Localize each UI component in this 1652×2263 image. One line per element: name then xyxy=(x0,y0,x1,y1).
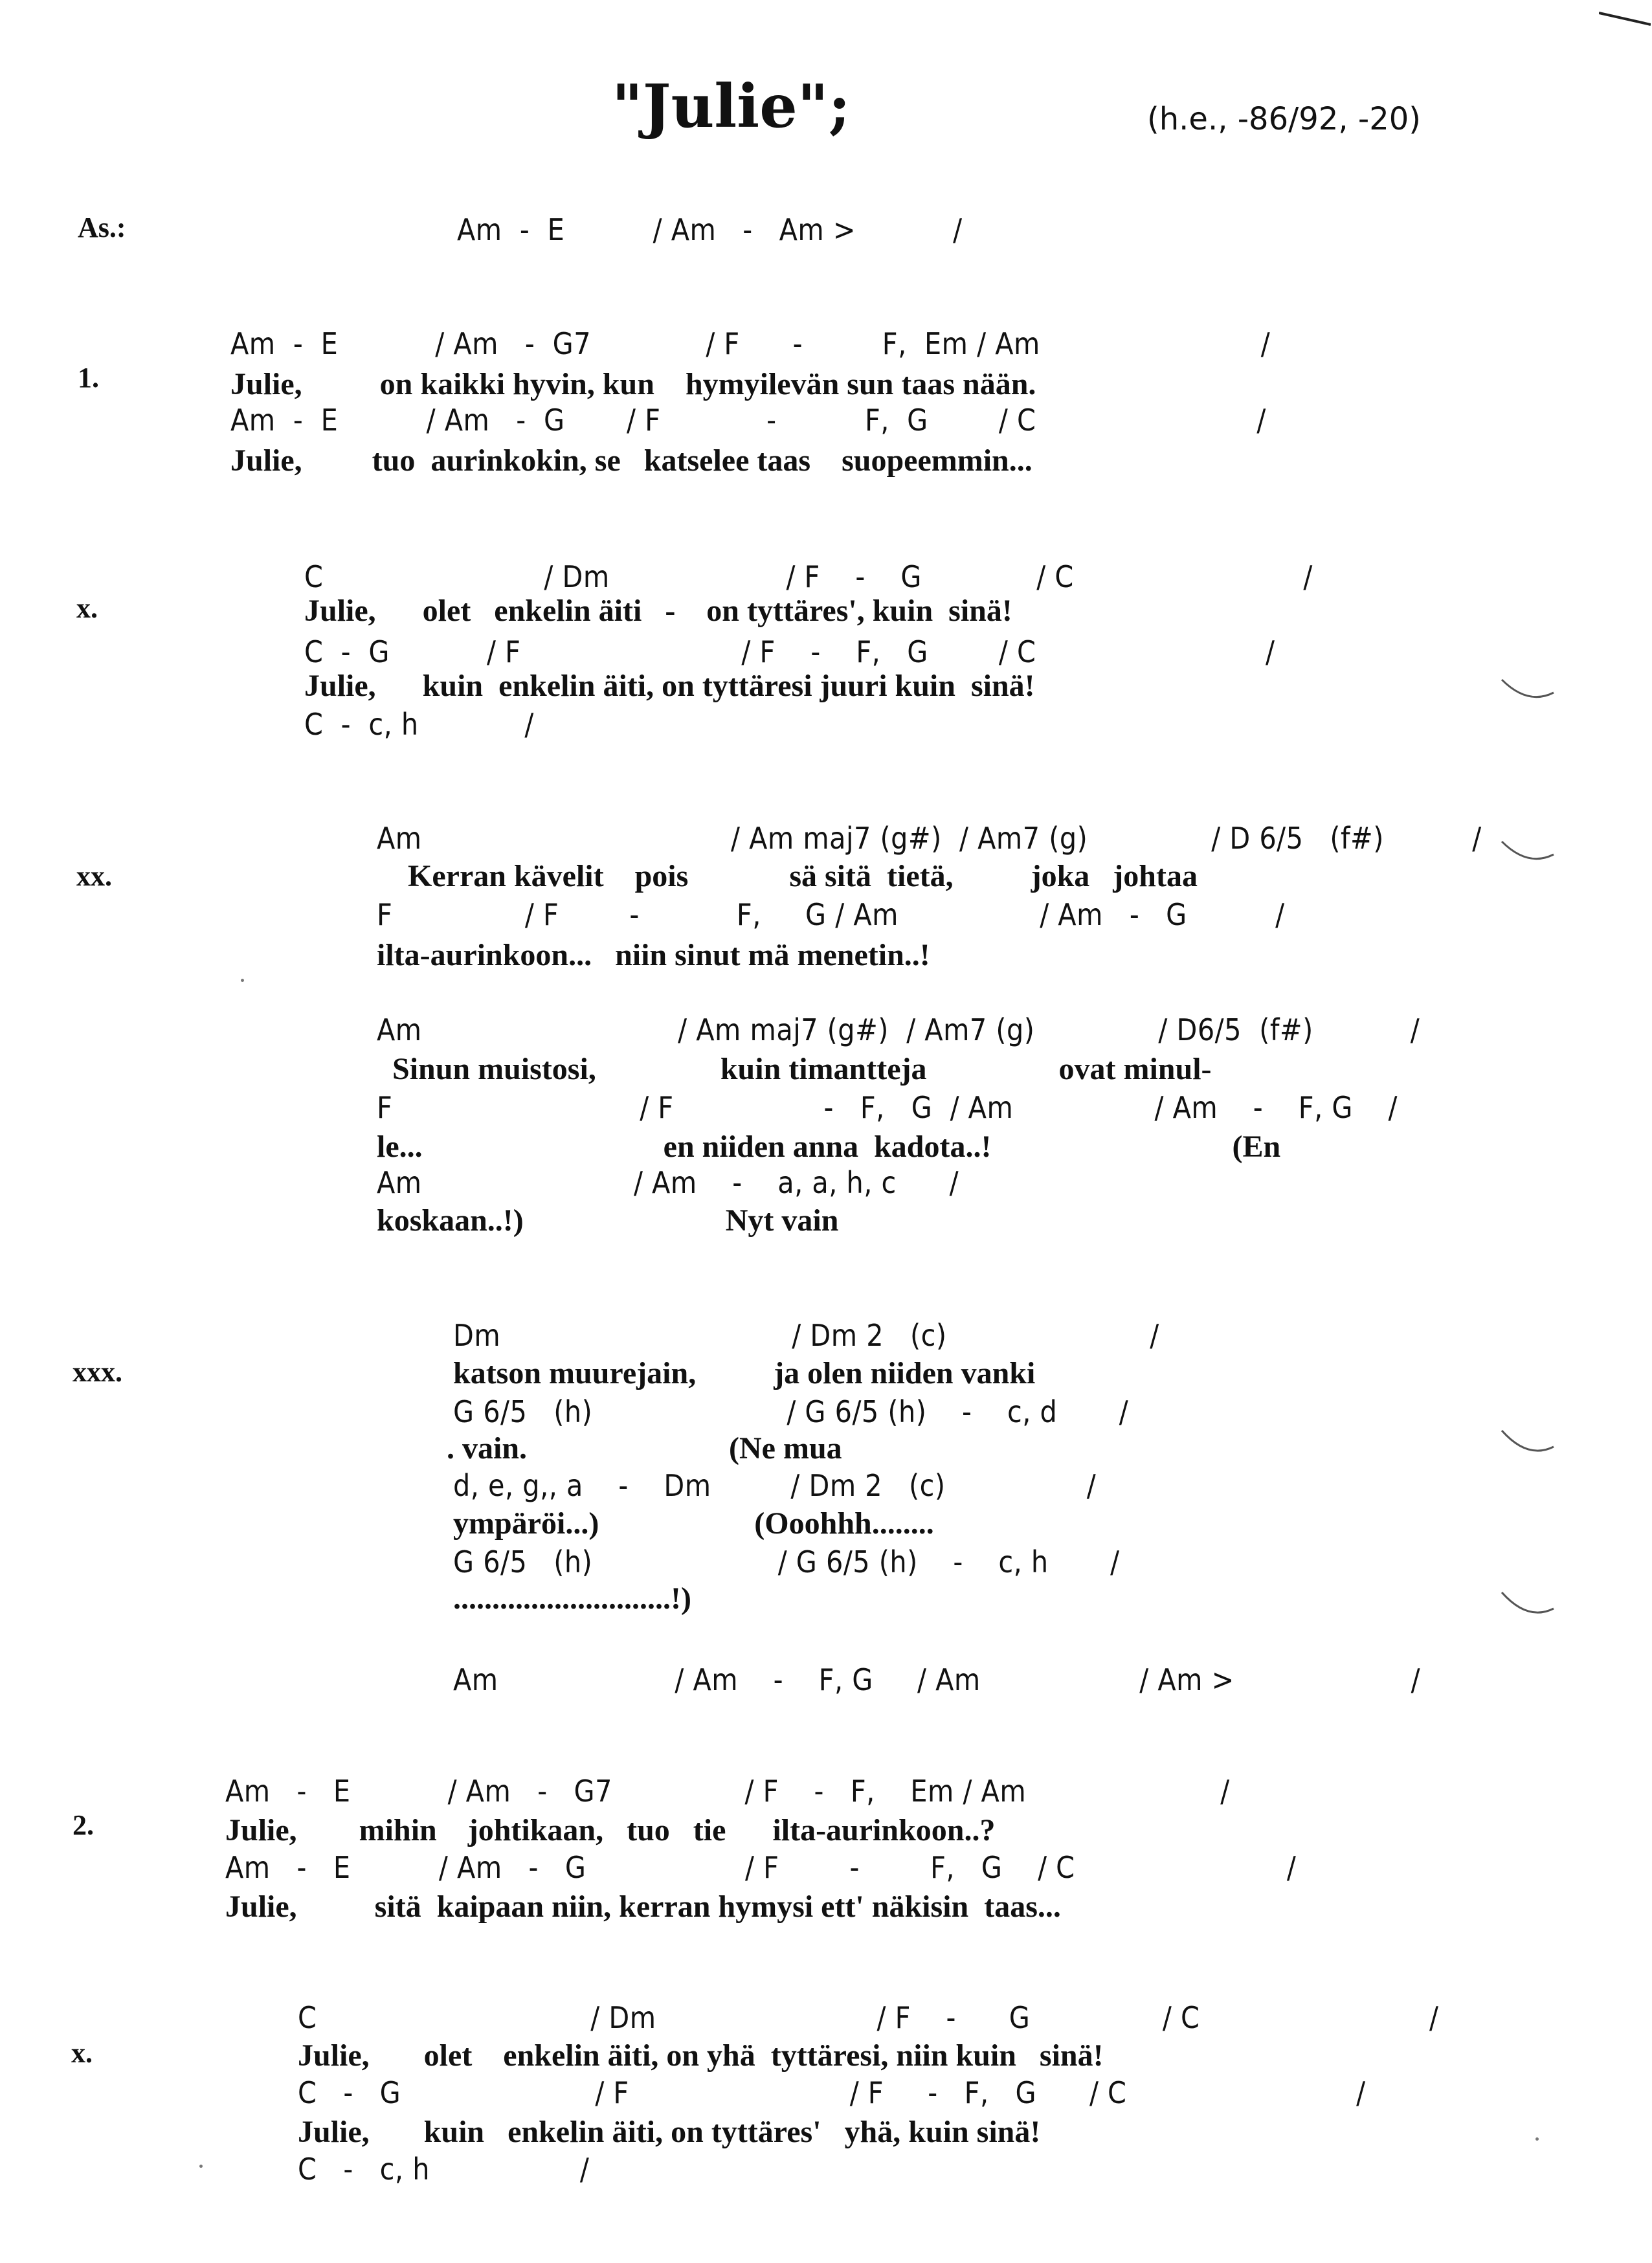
chord-line: Dm / Dm 2 (c) / xyxy=(453,1318,1159,1353)
chord-line: C - G / F / F - F, G / C / xyxy=(304,634,1275,669)
chord-line: Am - E / Am - G7 / F - F, Em / Am / xyxy=(225,1774,1230,1809)
chord-line: G 6/5 (h) / G 6/5 (h) - c, h / xyxy=(453,1544,1120,1579)
section-label-intro: As.: xyxy=(78,212,126,243)
section-label-chorus-2: x. xyxy=(71,2037,93,2069)
section-label-bridge-1: xx. xyxy=(76,860,112,892)
lyric-line: Julie, kuin enkelin äiti, on tyttäres' yhä, kuin sinä! xyxy=(298,2115,1041,2149)
chord-line: Am - E / Am - G / F - F, G / C / xyxy=(225,1850,1297,1885)
chord-line: d, e, g,, a - Dm / Dm 2 (c) / xyxy=(453,1468,1097,1503)
lyric-line: Kerran kävelit pois sä sitä tietä, joka johtaa xyxy=(377,859,1198,893)
lyric-line: . vain. (Ne mua xyxy=(447,1431,842,1466)
chord-line: Am - E / Am - G / F - F, G / C / xyxy=(230,403,1266,438)
lyric-line: le... en niiden anna kadota..! (En xyxy=(377,1130,1281,1164)
chord-line: C - G / F / F - F, G / C / xyxy=(298,2075,1366,2110)
chord-line: Am / Am - F, G / Am / Am > / xyxy=(453,1662,1421,1697)
song-title: "Julie"; xyxy=(612,71,851,141)
chord-line: G 6/5 (h) / G 6/5 (h) - c, d / xyxy=(453,1394,1129,1429)
chord-line: F / F - F, G / Am / Am - G / xyxy=(377,897,1285,932)
chord-line: C / Dm / F - G / C / xyxy=(304,559,1313,594)
song-meta: (h.e., -86/92, -20) xyxy=(1147,101,1421,137)
page-edge-mark xyxy=(1599,0,1651,39)
lyric-line: Julie, tuo aurinkokin, se katselee taas suopeemmin... xyxy=(230,443,1032,478)
lyric-line: koskaan..!) Nyt vain xyxy=(377,1203,839,1238)
lyric-line: Julie, olet enkelin äiti - on tyttäres', kuin sinä! xyxy=(304,594,1012,628)
chord-line: Am / Am maj7 (g#) / Am7 (g) / D 6/5 (f#) / xyxy=(377,821,1482,856)
section-label-verse-1: 1. xyxy=(78,362,99,394)
lyric-line: Julie, mihin johtikaan, tuo tie ilta-aurinkoon..? xyxy=(225,1813,996,1847)
lyric-line: Julie, sitä kaipaan niin, kerran hymysi ett' näkisin taas... xyxy=(225,1890,1061,1924)
binder-hole-marks xyxy=(1489,660,1567,2084)
lyric-line: katson muurejain, ja olen niiden vanki xyxy=(453,1356,1036,1390)
chord-line: Am - E / Am - Am > / xyxy=(457,212,963,247)
lyric-line: Julie, on kaikki hyvin, kun hymyilevän sun taas nään. xyxy=(230,367,1036,401)
lyric-line: ilta-aurinkoon... niin sinut mä menetin..! xyxy=(377,938,930,972)
scan-speck xyxy=(199,2165,203,2168)
lyric-line: ............................!) xyxy=(453,1581,691,1616)
chord-line: C - c, h / xyxy=(298,2152,590,2187)
chord-line: Am / Am - a, a, h, c / xyxy=(377,1165,959,1200)
lyric-line: Julie, olet enkelin äiti, on yhä tyttäresi, niin kuin sinä! xyxy=(298,2038,1104,2073)
lyric-line: Sinun muistosi, kuin timantteja ovat minul- xyxy=(377,1052,1212,1086)
lyric-line: Julie, kuin enkelin äiti, on tyttäresi juuri kuin sinä! xyxy=(304,669,1035,703)
scan-speck xyxy=(1535,2137,1539,2141)
section-label-chorus-1: x. xyxy=(76,592,98,624)
chord-line: Am - E / Am - G7 / F - F, Em / Am / xyxy=(230,326,1271,361)
chord-line: Am / Am maj7 (g#) / Am7 (g) / D6/5 (f#) / xyxy=(377,1012,1420,1047)
chord-line: C - c, h / xyxy=(304,707,534,742)
section-label-verse-2: 2. xyxy=(73,1809,94,1841)
chord-line: C / Dm / F - G / C / xyxy=(298,2000,1439,2035)
chord-line: F / F - F, G / Am / Am - F, G / xyxy=(377,1090,1398,1125)
scan-speck xyxy=(241,979,244,982)
section-label-bridge-2: xxx. xyxy=(73,1356,122,1388)
lyric-line: ympäröi...) (Ooohhh........ xyxy=(453,1506,934,1541)
